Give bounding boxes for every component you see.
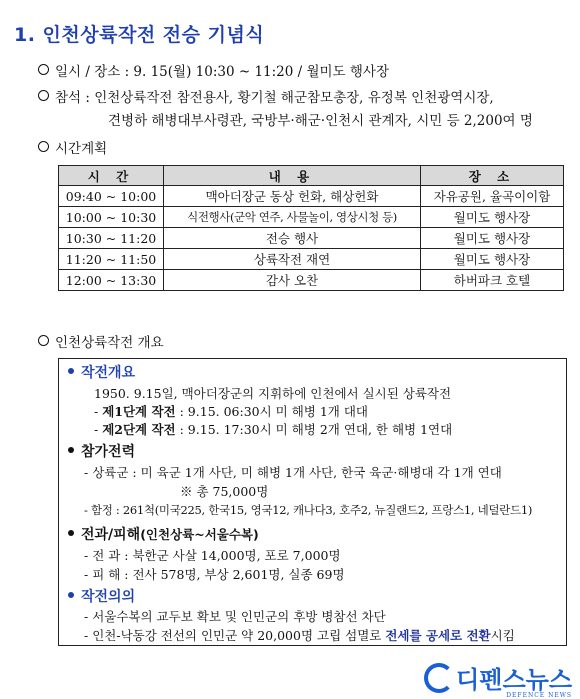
hollow-square-bullet-icon [38,64,49,75]
phase2-text: : 9.15. 17:30시 미 해병 2개 연대, 한 해병 1연대 [179,422,453,437]
place-cell: 월미도 행사장 [421,249,564,270]
logo-c-icon [424,663,454,693]
result-title: 전과/피해(인천상륙~서울수복) [68,524,259,544]
attendees-line [38,86,494,106]
phase2-line: - 제2단계 작전 : 9.15. 17:30시 미 해병 2개 연대, 한 해병 1연대 [94,422,453,437]
time-cell: 10:30 ~ 11:20 [59,228,164,249]
schedule-table [58,165,564,291]
place-cell: 자유공원, 율곡이이함 [421,186,564,207]
attendees-text-1: 참석 : 인천상륙작전 참전용사, 황기철 해군참모총장, 유정복 인천광역시장, [55,90,494,106]
op-overview-title: 작전개요 [68,362,135,382]
content-cell: 감사 오찬 [164,270,421,291]
summary-heading [38,331,164,351]
place-cell: 월미도 행사장 [421,228,564,249]
time-cell: 12:00 ~ 13:30 [59,270,164,291]
phase1-label: 제1단계 작전 [102,404,176,419]
force-line-2: ※ 총 75,000명 [180,484,269,499]
date-location-text: 일시 / 장소 : 9. 15(월) 10:30 ~ 11:20 / 월미도 행사장 [55,64,390,80]
col-header-content: 내 용 [164,166,421,186]
content-cell: 전승 행사 [164,228,421,249]
table-row [59,249,564,270]
watermark-sub: DEFENCE NEWS [506,692,572,699]
result-line-2: - 피 해 : 전사 578명, 부상 2,601명, 실종 69명 [84,567,345,582]
date-location-line [38,60,389,80]
force-line-3: - 함정 : 261척(미국225, 한국15, 영국12, 캐나다3, 호주2, 뉴질랜드2, 프랑스1, 네덜란드1) [84,503,533,517]
content-cell: 상륙작전 재연 [164,249,421,270]
document-title: 1. 인천상륙작전 전승 기념식 [14,24,265,46]
col-header-time: 시 간 [59,166,164,186]
attendees-text-2: 견병하 해병대부사령관, 국방부·해군·인천시 관계자, 시민 등 2,200여 명 [108,113,533,129]
content-cell: 식전행사(군악 연주, 사물놀이, 영상시청 등) [164,207,421,228]
meaning-line-1: - 서울수복의 교두보 확보 및 인민군의 후방 병참선 차단 [84,609,386,624]
table-row [59,207,564,228]
hollow-circle-bullet-icon [38,335,49,346]
hollow-square-bullet-icon [38,90,49,101]
watermark-brand: 디펜스뉴스 [456,666,572,694]
meaning-highlight: 전세를 공세로 전환 [385,628,491,643]
force-title: 참가전력 [68,441,135,461]
table-row [59,228,564,249]
schedule-heading-text: 시간계획 [55,141,108,157]
summary-heading-text: 인천상륙작전 개요 [55,335,164,351]
schedule-heading [38,137,107,157]
bullet-dot-icon [68,447,74,453]
meaning-line-2: - 인천-낙동강 전선의 인민군 약 20,000명 고립 섬멸로 전세를 공세로 전환시킴 [84,628,515,643]
meaning-title: 작전의의 [68,586,135,606]
place-cell: 하버파크 호텔 [421,270,564,291]
hollow-circle-bullet-icon [38,141,49,152]
op-overview-line: 1950. 9.15일, 맥아더장군의 지휘하에 인천에서 실시된 상륙작전 [94,386,452,401]
table-row [59,270,564,291]
time-cell: 09:40 ~ 10:00 [59,186,164,207]
content-cell: 맥아더장군 동상 헌화, 해상헌화 [164,186,421,207]
schedule-header-row [59,166,564,186]
col-header-place: 장 소 [421,166,564,186]
table-row [59,186,564,207]
phase1-line: - 제1단계 작전 : 9.15. 06:30시 미 해병 1개 대대 [94,404,368,419]
result-subtitle: (인천상륙~서울수복) [140,527,259,542]
bullet-dot-icon [68,368,74,374]
bullet-dot-icon [68,530,74,536]
result-line-1: - 전 과 : 북한군 사살 14,000명, 포로 7,000명 [84,548,341,563]
phase1-text: : 9.15. 06:30시 미 해병 1개 대대 [179,404,368,419]
bullet-dot-icon [68,592,74,598]
phase2-label: 제2단계 작전 [102,422,176,437]
time-cell: 10:00 ~ 10:30 [59,207,164,228]
watermark-logo [424,660,572,695]
time-cell: 11:20 ~ 11:50 [59,249,164,270]
force-line-1: - 상륙군 : 미 육군 1개 사단, 미 해병 1개 사단, 한국 육군·해병대 각 1개 연대 [84,465,502,480]
place-cell: 월미도 행사장 [421,207,564,228]
